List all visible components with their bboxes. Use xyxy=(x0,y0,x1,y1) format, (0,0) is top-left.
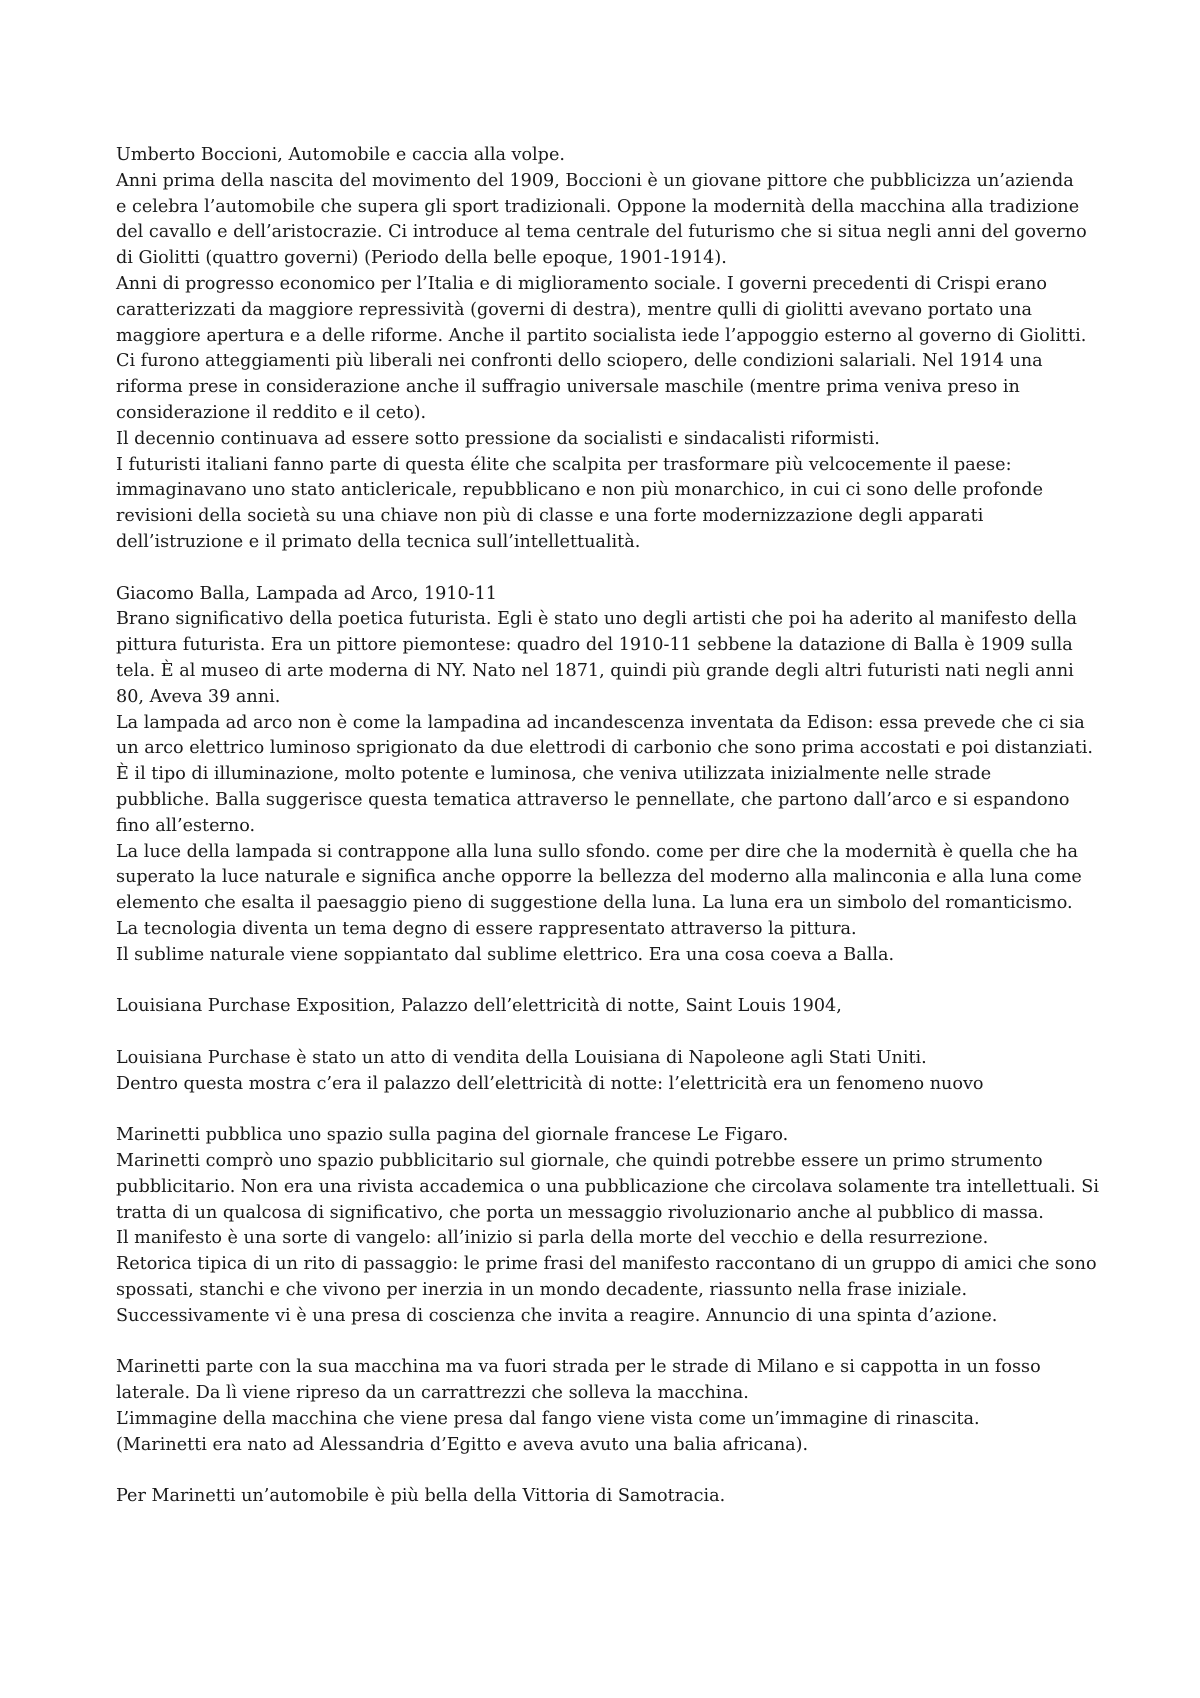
text-line: L’immagine della macchina che viene presa dal fango viene vista come un’immagine di rinascita. xyxy=(116,1409,980,1430)
text-line: (Marinetti era nato ad Alessandria d’Egitto e aveva avuto una balia africana). xyxy=(116,1434,809,1455)
paragraph-gap xyxy=(116,1330,1116,1356)
text-line: Dentro questa mostra c’era il palazzo dell’elettricità di notte: l’elettricità era un fenomeno nuovo xyxy=(116,1073,984,1094)
text-line: È il tipo di illuminazione, molto potente e luminosa, che veniva utilizzata inizialmente nelle strade xyxy=(116,764,992,785)
text-line: Anni prima della nascita del movimento del 1909, Boccioni è un giovane pittore che pubblicizza un’azienda xyxy=(116,170,1074,191)
text-line: superato la luce naturale e significa anche opporre la bellezza del moderno alla malinconia e alla luna come xyxy=(116,867,1082,888)
text-section xyxy=(116,1046,1116,1098)
text-line: Marinetti pubblica uno spazio sulla pagina del giornale francese Le Figaro. xyxy=(116,1125,789,1146)
text-section xyxy=(116,143,1116,556)
text-section xyxy=(116,582,1116,969)
text-line: La lampada ad arco non è come la lampadina ad incandescenza inventata da Edison: essa prevede che ci sia xyxy=(116,712,1085,733)
text-line: Anni di progresso economico per l’Italia e di miglioramento sociale. I governi precedenti di Crispi erano xyxy=(116,273,1047,294)
text-line: del cavallo e dell’aristocrazie. Ci introduce al tema centrale del futurismo che si situa negli anni del governo xyxy=(116,222,1087,243)
paragraph-gap xyxy=(116,969,1116,995)
text-line: Giacomo Balla, Lampada ad Arco, 1910-11 xyxy=(116,583,497,604)
text-line: pubbliche. Balla suggerisce questa tematica attraverso le pennellate, che partono dall’arco e si espandono xyxy=(116,789,1070,810)
text-line: revisioni della società su una chiave non più di classe e una forte modernizzazione degli apparati xyxy=(116,506,984,527)
text-line: Retorica tipica di un rito di passaggio: le prime frasi del manifesto raccontano di un gruppo di amici che sono xyxy=(116,1254,1097,1275)
text-line: Il manifesto è una sorte di vangelo: all’inizio si parla della morte del vecchio e della resurrezione. xyxy=(116,1228,989,1249)
text-line: pubblicitario. Non era una rivista accademica o una pubblicazione che circolava solamente tra intellettuali. Si xyxy=(116,1176,1099,1197)
text-line: immaginavano uno stato anticlericale, repubblicano e non più monarchico, in cui ci sono delle profonde xyxy=(116,480,1043,501)
text-line: spossati, stanchi e che vivono per inerzia in un mondo decadente, riassunto nella frase iniziale. xyxy=(116,1280,968,1301)
text-line: Louisiana Purchase è stato un atto di vendita della Louisiana di Napoleone agli Stati Uniti. xyxy=(116,1047,927,1068)
text-line: Marinetti parte con la sua macchina ma va fuori strada per le strade di Milano e si cappotta in un fosso xyxy=(116,1357,1041,1378)
text-line: I futuristi italiani fanno parte di questa élite che scalpita per trasformare più velcocemente il paese: xyxy=(116,454,1012,475)
text-line: riforma prese in considerazione anche il suffragio universale maschile (mentre prima veniva preso in xyxy=(116,377,1020,398)
text-line: Il decennio continuava ad essere sotto pressione da socialisti e sindacalisti riformisti. xyxy=(116,428,880,449)
document-page xyxy=(116,143,1116,1510)
text-line: 80, Aveva 39 anni. xyxy=(116,686,281,707)
text-line: elemento che esalta il paesaggio pieno di suggestione della luna. La luna era un simbolo del romanticismo. xyxy=(116,893,1073,914)
text-line: Brano significativo della poetica futurista. Egli è stato uno degli artisti che poi ha aderito al manifesto della xyxy=(116,609,1078,630)
text-line: maggiore apertura e a delle riforme. Anche il partito socialista iede l’appoggio esterno al governo di Giolitti. xyxy=(116,325,1087,346)
text-line: considerazione il reddito e il ceto). xyxy=(116,402,427,423)
text-section xyxy=(116,994,1116,1020)
text-line: Louisiana Purchase Exposition, Palazzo dell’elettricità di notte, Saint Louis 1904, xyxy=(116,996,842,1017)
text-line: Marinetti comprò uno spazio pubblicitario sul giornale, che quindi potrebbe essere un primo strumento xyxy=(116,1151,1043,1172)
paragraph-gap xyxy=(116,556,1116,582)
text-section xyxy=(116,1123,1116,1329)
text-line: fino all’esterno. xyxy=(116,815,256,836)
text-line: Umberto Boccioni, Automobile e caccia alla volpe. xyxy=(116,145,565,165)
text-line: Ci furono atteggiamenti più liberali nei confronti dello sciopero, delle condizioni salariali. Nel 1914 una xyxy=(116,351,1043,372)
text-line: caratterizzati da maggiore repressività (governi di destra), mentre qulli di giolitti avevano portato una xyxy=(116,299,1032,320)
text-line: un arco elettrico luminoso sprigionato da due elettrodi di carbonio che sono prima accostati e poi distanziati. xyxy=(116,738,1094,759)
text-line: e celebra l’automobile che supera gli sport tradizionali. Oppone la modernità della macchina alla tradizione xyxy=(116,196,1080,217)
text-line: di Giolitti (quattro governi) (Periodo della belle epoque, 1901-1914). xyxy=(116,248,727,269)
text-line: Per Marinetti un’automobile è più bella della Vittoria di Samotracia. xyxy=(116,1486,726,1507)
text-line: La luce della lampada si contrappone alla luna sullo sfondo. come per dire che la modernità è quella che ha xyxy=(116,841,1078,862)
text-section xyxy=(116,1484,1116,1510)
paragraph-gap xyxy=(116,1097,1116,1123)
text-line: Successivamente vi è una presa di coscienza che invita a reagire. Annuncio di una spinta d’azione. xyxy=(116,1305,998,1326)
text-line: dell’istruzione e il primato della tecnica sull’intellettualità. xyxy=(116,531,641,552)
text-line: Il sublime naturale viene soppiantato dal sublime elettrico. Era una cosa coeva a Balla. xyxy=(116,944,895,965)
text-line: tratta di un qualcosa di significativo, che porta un messaggio rivoluzionario anche al pubblico di massa. xyxy=(116,1202,1044,1223)
paragraph-gap xyxy=(116,1459,1116,1485)
text-line: tela. È al museo di arte moderna di NY. Nato nel 1871, quindi più grande degli altri futuristi nati negli anni xyxy=(116,660,1074,681)
text-line: pittura futurista. Era un pittore piemontese: quadro del 1910-11 sebbene la datazione di Balla è 1909 sulla xyxy=(116,635,1073,656)
text-line: La tecnologia diventa un tema degno di essere rappresentato attraverso la pittura. xyxy=(116,918,857,939)
text-line: laterale. Da lì viene ripreso da un carrattrezzi che solleva la macchina. xyxy=(116,1383,749,1404)
text-section xyxy=(116,1355,1116,1458)
paragraph-gap xyxy=(116,1020,1116,1046)
